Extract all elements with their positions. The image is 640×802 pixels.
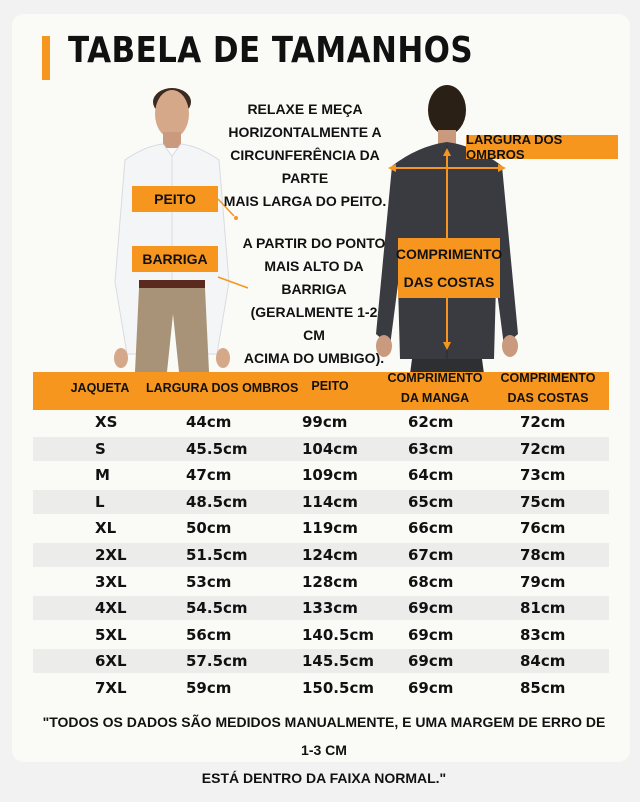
table-row (33, 676, 609, 700)
table-cell: 114cm (302, 492, 358, 511)
header-jaqueta: JAQUETA (70, 381, 130, 395)
table-cell: 85cm (520, 679, 566, 697)
table-cell: 145.5cm (302, 652, 374, 671)
back-length-tag-line-2: DAS COSTAS (403, 274, 495, 290)
table-cell: 69cm (408, 625, 454, 644)
table-row (33, 649, 609, 673)
table-row (33, 596, 609, 620)
barriga-tag: BARRIGA (132, 246, 218, 272)
table-row (33, 490, 609, 514)
table-cell: L (95, 492, 105, 511)
table-cell: 6XL (95, 652, 127, 671)
table-row (33, 516, 609, 540)
table-cell: 53cm (186, 572, 232, 591)
peito-note-line: HORIZONTALMENTE A (228, 124, 382, 140)
table-cell: 50cm (186, 519, 232, 538)
table-cell: 44cm (186, 413, 232, 431)
table-cell: 83cm (520, 625, 566, 644)
table-cell: 63cm (408, 439, 454, 458)
table-cell: 57.5cm (186, 652, 248, 671)
barriga-note-line: MAIS ALTO DA (264, 258, 364, 274)
table-cell: 59cm (186, 679, 232, 697)
peito-note-line: RELAXE E MEÇA (247, 101, 363, 117)
table-cell: 76cm (520, 519, 566, 538)
table-row (33, 410, 609, 434)
table-cell: 68cm (408, 572, 454, 591)
table-cell: M (95, 466, 110, 485)
table-cell: 124cm (302, 546, 358, 564)
table-cell: 4XL (95, 599, 127, 618)
table-cell: 133cm (302, 599, 358, 618)
barriga-note (240, 232, 388, 370)
table-cell: 67cm (408, 546, 454, 564)
barriga-note-line: BARRIGA (281, 281, 347, 297)
table-cell: 150.5cm (302, 679, 374, 697)
table-cell: 72cm (520, 413, 566, 431)
table-cell: 78cm (520, 546, 566, 564)
peito-note (220, 98, 390, 213)
peito-note-line: MAIS LARGA DO PEITO. (223, 193, 387, 209)
table-cell: 66cm (408, 519, 454, 538)
table-cell: XS (95, 413, 118, 431)
header-largura-ombros: LARGURA DOS OMBROS (146, 381, 299, 395)
header-comprimento-costas-text: COMPRIMENTO DAS COSTAS (500, 371, 596, 405)
table-cell: XL (95, 519, 117, 538)
table-cell: 5XL (95, 625, 127, 644)
table-cell: 51.5cm (186, 546, 248, 564)
table-cell: 69cm (408, 599, 454, 618)
header-comprimento-manga-text: COMPRIMENTO DA MANGA (387, 371, 483, 405)
table-cell: 48.5cm (186, 492, 248, 511)
table-cell: 54.5cm (186, 599, 248, 618)
table-cell: 62cm (408, 413, 454, 431)
table-cell: 73cm (520, 466, 566, 485)
back-length-tag-line-1: COMPRIMENTO (395, 246, 503, 262)
barriga-note-line: (GERALMENTE 1-2 CM (250, 304, 378, 343)
header-comprimento-costas (490, 368, 606, 408)
peito-tag: PEITO (132, 186, 218, 212)
table-cell: 45.5cm (186, 439, 248, 458)
table-row (33, 543, 609, 567)
table-row (33, 570, 609, 594)
header-peito: PEITO (311, 379, 349, 393)
table-cell: 128cm (302, 572, 358, 591)
disclaimer-line: ESTÁ DENTRO DA FAIXA NORMAL." (201, 770, 447, 786)
table-cell: 81cm (520, 599, 566, 618)
table-cell: 79cm (520, 572, 566, 591)
table-cell: 7XL (95, 679, 127, 697)
table-cell: 69cm (408, 652, 454, 671)
header-comprimento-manga (380, 368, 490, 408)
table-cell: 65cm (408, 492, 454, 511)
peito-note-line: CIRCUNFERÊNCIA DA PARTE (230, 147, 380, 186)
table-cell: 64cm (408, 466, 454, 485)
table-cell: 84cm (520, 652, 566, 671)
disclaimer-line: "TODOS OS DADOS SÃO MEDIDOS MANUALMENTE, E UMA MARGEM DE ERRO DE 1-3 CM (42, 714, 606, 758)
table-row (33, 463, 609, 487)
table-cell: 109cm (302, 466, 358, 485)
table-cell: 47cm (186, 466, 232, 485)
table-cell: 99cm (302, 413, 348, 431)
back-length-tag (395, 238, 503, 298)
table-cell: 140.5cm (302, 625, 374, 644)
table-cell: 56cm (186, 625, 232, 644)
table-cell: 3XL (95, 572, 127, 591)
table-cell: 72cm (520, 439, 566, 458)
table-row (33, 437, 609, 461)
barriga-note-line: ACIMA DO UMBIGO). (243, 350, 385, 366)
table-cell: 75cm (520, 492, 566, 511)
table-row (33, 623, 609, 647)
table-cell: 104cm (302, 439, 358, 458)
table-cell: 2XL (95, 546, 127, 564)
barriga-note-line: A PARTIR DO PONTO (242, 235, 386, 251)
disclaimer-note (40, 708, 608, 792)
table-cell: 69cm (408, 679, 454, 697)
shoulder-width-tag: LARGURA DOS OMBROS (466, 135, 618, 159)
table-cell: 119cm (302, 519, 358, 538)
page-title: TABELA DE TAMANHOS (68, 30, 474, 71)
table-cell: S (95, 439, 106, 458)
